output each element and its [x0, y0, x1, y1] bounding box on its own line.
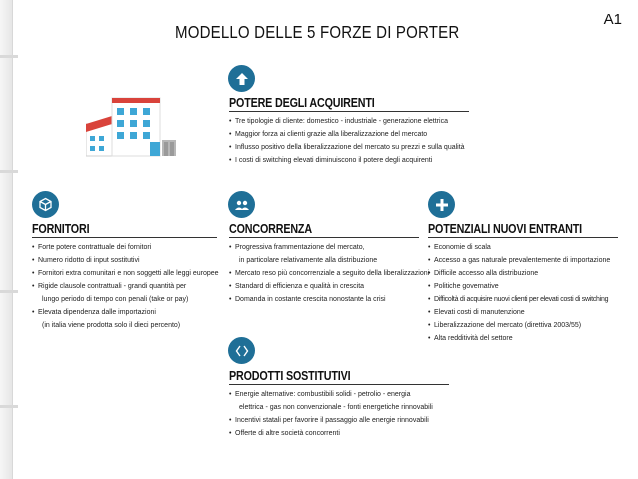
list-item: • Mercato reso più concorrenziale a seguito della liberalizzazioni — [229, 267, 419, 280]
divider — [229, 384, 449, 385]
list-item: • I costi di switching elevati diminuiscono il potere degli acquirenti — [229, 154, 469, 167]
section-heading: CONCORRENZA — [229, 222, 312, 236]
divider — [32, 237, 217, 238]
list-item: • Progressiva frammentazione del mercato, — [229, 241, 419, 254]
divider — [229, 237, 419, 238]
list-item: • Rigide clausole contrattuali - grandi quantità per — [32, 280, 217, 293]
divider — [428, 237, 618, 238]
pipe-notch — [0, 170, 18, 173]
list-item: • Elevati costi di manutenzione — [428, 306, 618, 319]
pipe-notch — [0, 290, 18, 293]
section-heading: FORNITORI — [32, 222, 90, 236]
prodotti-sostitutivi-section — [229, 369, 449, 440]
code-brackets-icon — [228, 337, 255, 364]
plus-icon — [428, 191, 455, 218]
list-item: • Liberalizzazione del mercato (direttiva 2003/55) — [428, 319, 618, 332]
section-heading: POTENZIALI NUOVI ENTRANTI — [428, 222, 582, 236]
building-icon — [86, 86, 186, 158]
list-item: • Politiche governative — [428, 280, 618, 293]
page-title: MODELLO DELLE 5 FORZE DI PORTER — [175, 22, 460, 42]
list-item: • Energie alternative: combustibili solidi - petrolio - energia — [229, 388, 449, 401]
section-heading: PRODOTTI SOSTITUTIVI — [229, 369, 351, 383]
list-item: • Numero ridotto di input sostitutivi — [32, 254, 217, 267]
page-number: A1 — [603, 11, 622, 28]
section-heading: POTERE DEGLI ACQUIRENTI — [229, 96, 375, 110]
nuovi-entranti-section — [428, 222, 618, 345]
list-item: • Incentivi statali per favorire il passaggio alle energie rinnovabili — [229, 414, 449, 427]
list-item: • Forte potere contrattuale dei fornitori — [32, 241, 217, 254]
list-item: • Elevata dipendenza dalle importazioni — [32, 306, 217, 319]
users-icon — [228, 191, 255, 218]
list-item: • Domanda in costante crescita nonostante la crisi — [229, 293, 419, 306]
divider — [229, 111, 469, 112]
list-item: • Influsso positivo della liberalizzazione del mercato su prezzi e sulla qualità — [229, 141, 469, 154]
list-item: • Maggior forza ai clienti grazie alla liberalizzazione del mercato — [229, 128, 469, 141]
list-item: • Standard di efficienza e qualità in crescita — [229, 280, 419, 293]
list-item: • Difficoltà di acquisire nuovi clienti per elevati costi di switching — [428, 293, 618, 306]
concorrenza-section — [229, 222, 430, 306]
list-item-continuation: (in italia viene prodotta solo il dieci percento) — [42, 322, 181, 329]
list-item-continuation: in particolare relativamente alla distribuzione — [239, 257, 378, 264]
cube-icon — [32, 191, 59, 218]
list-item: • Accesso a gas naturale prevalentemente di importazione — [428, 254, 618, 267]
list-item-continuation: elettrica - gas non convenzionale - fonti energetiche rinnovabili — [239, 404, 433, 411]
arrow-up-icon — [228, 65, 255, 92]
fornitori-section — [32, 222, 217, 332]
list-item: • Offerte di altre società concorrenti — [229, 427, 449, 440]
list-item: • Fornitori extra comunitari e non soggetti alle leggi europee — [32, 267, 217, 280]
list-item: • Tre tipologie di cliente: domestico - industriale - generazione elettrica — [229, 115, 469, 128]
pipe-notch — [0, 55, 18, 58]
list-item: • Difficile accesso alla distribuzione — [428, 267, 618, 280]
list-item: • Economie di scala — [428, 241, 618, 254]
list-item: • Alta redditività del settore — [428, 332, 618, 345]
list-item-continuation: lungo periodo di tempo con penali (take or pay) — [42, 296, 189, 303]
pipe-notch — [0, 405, 18, 408]
potere-acquirenti-section — [229, 96, 469, 167]
